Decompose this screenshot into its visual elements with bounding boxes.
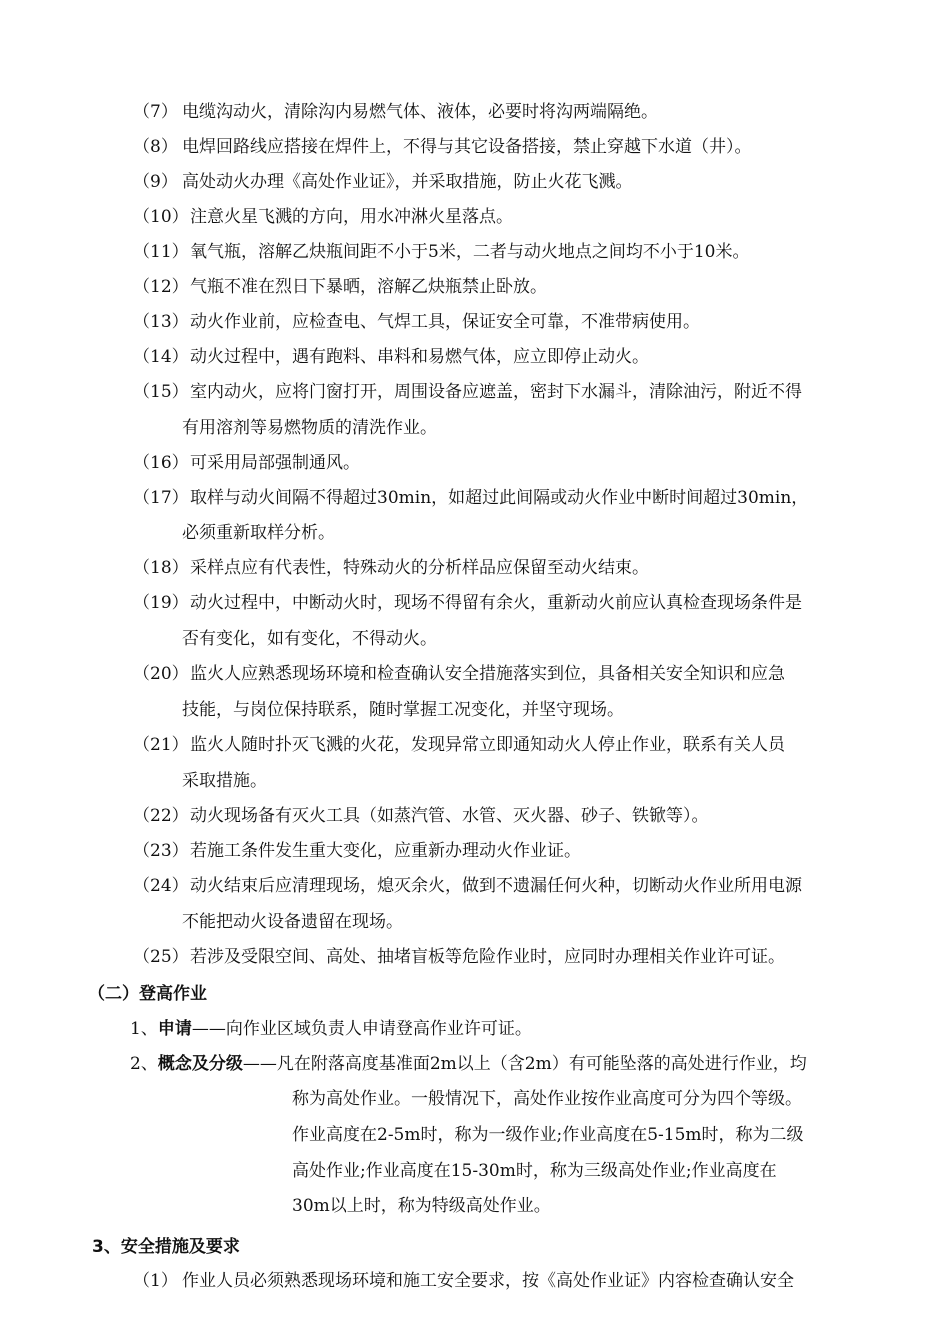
section-heading: 3、安全措施及要求 [92,1237,240,1257]
item-number: （1） [133,1271,178,1291]
item-text: 作业人员必须熟悉现场环境和施工安全要求，按《高处作业证》内容检查确认安全 [182,1271,794,1291]
apply-line [130,1018,532,1040]
item-number: （12） [133,277,189,297]
item-text: 电焊回路线应搭接在焊件上，不得与其它设备搭接，禁止穿越下水道（井）。 [182,137,752,157]
item-text: 采样点应有代表性，特殊动火的分析样品应保留至动火结束。 [190,558,649,578]
item-number: （16） [133,453,189,473]
item-text: 动火过程中，中断动火时，现场不得留有余火，重新动火前应认真检查现场条件是 [190,593,802,613]
item-number: （7） [133,102,178,122]
item-text: 监火人随时扑灭飞溅的火花，发现异常立即通知动火人停止作业，联系有关人员 [190,735,785,755]
item-text: 有用溶剂等易燃物质的清洗作业。 [182,418,437,438]
item-number: （22） [133,806,189,826]
concept-continuation: 称为高处作业。一般情况下，高处作业按作业高度可分为四个等级。 [292,1089,802,1109]
apply-label: 申请 [157,1019,192,1039]
concept-continuation: 30m以上时，称为特级高处作业。 [292,1196,551,1216]
concept-continuation: 高处作业;作业高度在15-30m时，称为三级高处作业;作业高度在 [292,1161,777,1181]
concept-continuation: 作业高度在2-5m时，称为一级作业;作业高度在5-15m时，称为二级 [292,1125,804,1145]
item-number: （13） [133,312,189,332]
item-text: 气瓶不准在烈日下暴晒，溶解乙炔瓶禁止卧放。 [190,277,547,297]
concept-number: 2、 [130,1054,158,1074]
item-number: （11） [133,242,189,262]
concept-line [130,1053,807,1075]
item-number: （19） [133,593,189,613]
item-number: （18） [133,558,189,578]
concept-dash: —— [242,1054,277,1074]
item-number: （17） [133,488,189,508]
item-text: 可采用局部强制通风。 [190,453,360,473]
item-number: （10） [133,207,189,227]
apply-text: 向作业区域负责人申请登高作业许可证。 [225,1019,532,1039]
item-text: 动火过程中，遇有跑料、串料和易燃气体，应立即停止动火。 [190,347,649,367]
concept-text: 凡在附落高度基准面2m以上（含2m）有可能坠落的高处进行作业，均 [276,1054,807,1074]
item-number: （21） [133,735,189,755]
item-text: 高处动火办理《高处作业证》，并采取措施，防止火花飞溅。 [182,172,633,192]
item-text: 不能把动火设备遗留在现场。 [182,912,403,932]
item-text: 取样与动火间隔不得超过30min，如超过此间隔或动火作业中断时间超过30min， [190,488,809,508]
item-text: 采取措施。 [182,771,267,791]
item-text: 否有变化，如有变化，不得动火。 [182,629,437,649]
item-number: （25） [133,947,189,967]
item-text: 必须重新取样分析。 [182,523,335,543]
item-number: （20） [133,664,189,684]
item-text: 监火人应熟悉现场环境和检查确认安全措施落实到位，具备相关安全知识和应急 [190,664,785,684]
item-number: （23） [133,841,189,861]
concept-label: 概念及分级 [157,1054,243,1074]
section-heading: （二）登高作业 [88,984,207,1004]
item-number: （9） [133,172,178,192]
item-text: 电缆沟动火，清除沟内易燃气体、液体，必要时将沟两端隔绝。 [182,102,658,122]
item-number: （24） [133,876,189,896]
item-number: （8） [133,137,178,157]
item-text: 动火结束后应清理现场，熄灭余火，做到不遗漏任何火种，切断动火作业所用电源 [190,876,802,896]
item-text: 动火作业前，应检查电、气焊工具，保证安全可靠，不准带病使用。 [190,312,700,332]
item-text: 技能，与岗位保持联系，随时掌握工况变化，并坚守现场。 [182,700,624,720]
item-text: 氧气瓶，溶解乙炔瓶间距不小于5米，二者与动火地点之间均不小于10米。 [190,242,750,262]
item-text: 动火现场备有灭火工具（如蒸汽管、水管、灭火器、砂子、铁锨等）。 [190,806,709,826]
item-number: （14） [133,347,189,367]
item-text: 注意火星飞溅的方向，用水冲淋火星落点。 [190,207,513,227]
item-text: 若施工条件发生重大变化，应重新办理动火作业证。 [190,841,581,861]
apply-dash: —— [191,1019,226,1039]
item-text: 若涉及受限空间、高处、抽堵盲板等危险作业时，应同时办理相关作业许可证。 [190,947,785,967]
apply-number: 1、 [130,1019,158,1039]
item-number: （15） [133,382,189,402]
item-text: 室内动火，应将门窗打开，周围设备应遮盖，密封下水漏斗，清除油污，附近不得 [190,382,802,402]
